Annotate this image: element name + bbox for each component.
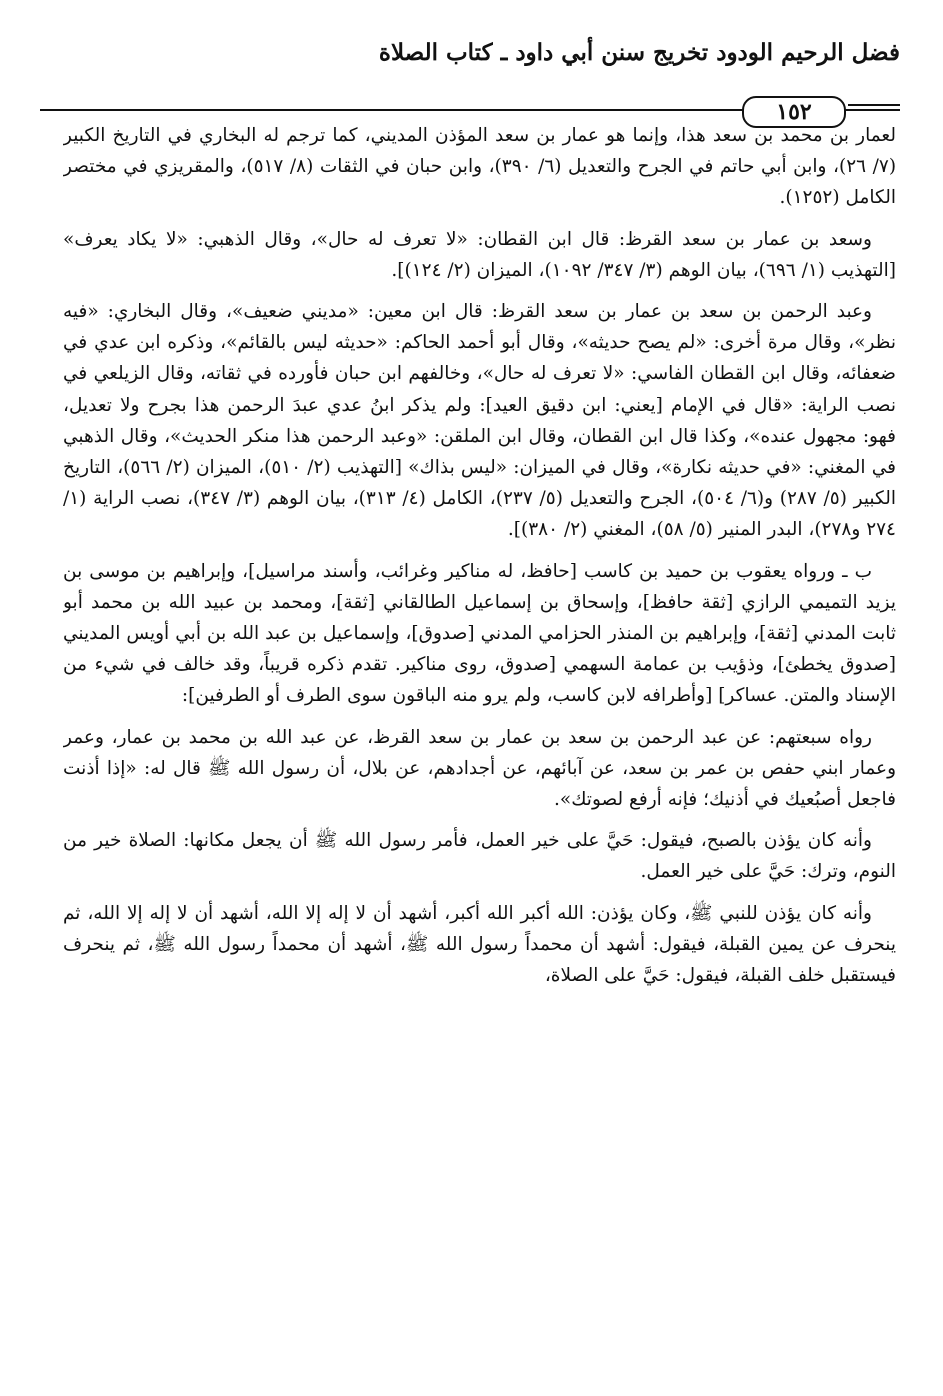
page-body (63, 120, 896, 1385)
paragraph: وعبد الرحمن بن سعد بن عمار بن سعد القرظ: قال ابن معين: «مديني ضعيف»، وقال البخاري: «فيه نظر»، وقال مرة أخرى: «لم يصح حديثه»، وقال أبو أحمد الحاكم: «حديثه ليس بالقائم»، وذكره ابن عدي في ضعفائه، وقال ابن القطان الفاسي: «لا تعرف له حال»، وخالفهم ابن حبان فأورده في ثقاته، وقال الزيلعي في نصب الراية: «قال في الإمام [يعني: ابن دقيق العيد]: ولم يذكر ابنُ عدي عبدَ الرحمن هذا بجرح ولا تعديل، فهو: مجهول عنده»، وكذا قال ابن القطان، وقال ابن الملقن: «وعبد الرحمن هذا منكر الحديث»، وقال الذهبي في المغني: «في حديثه نكارة»، وقال في الميزان: «ليس بذاك» [التهذيب (٢/ ٥١٠)، الميزان (٢/ ٥٦٦)، التاريخ الكبير (٥/ ٢٨٧) و(٦/ ٥٠٤)، الجرح والتعديل (٥/ ٢٣٧)، الكامل (٤/ ٣١٣)، بيان الوهم (٣/ ٣٤٧)، نصب الراية (١/ ٢٧٤ و٢٧٨)، البدر المنير (٥/ ٥٨)، المغني (٢/ ٣٨٠)]. (63, 301, 896, 541)
running-title: فضل الرحيم الودود تخريج سنن أبي داود ـ كتاب الصلاة (378, 39, 900, 66)
header-rule-double (848, 104, 900, 112)
page-header (40, 38, 900, 125)
paragraph: ب ـ ورواه يعقوب بن حميد بن كاسب [حافظ، له مناكير وغرائب، وأسند مراسيل]، وإبراهيم بن موسى بن يزيد التميمي الرازي [ثقة حافظ]، وإسحاق بن إسماعيل الطالقاني [ثقة]، ومحمد بن عبيد الله بن محمد أبو ثابت المدني [ثقة]، وإبراهيم بن المنذر الحزامي المدني [صدوق]، وإسماعيل بن عبد الله بن أبي أويس المديني [صدوق يخطئ]، وذؤيب بن عمامة السهمي [صدوق، روى مناكير. تقدم ذكره قريباً، وقد خالف في شيء من الإسناد والمتن. عساكر] [وأطرافه لابن كاسب، ولم يرو منه الباقون سوى الطرف أو الطرفين]: (63, 560, 896, 707)
paragraph: رواه سبعتهم: عن عبد الرحمن بن سعد بن عمار بن سعد القرظ، عن عبد الله بن محمد بن عمار، وعمر وعمار ابني حفص بن عمر بن سعد، عن آبائهم، عن أجدادهم، عن بلال، أن رسول الله ﷺ قال له: «إذا أذنت فاجعل أصبُعيك في أذنيك؛ فإنه أرفع لصوتك». (63, 726, 896, 811)
paragraph: وأنه كان يؤذن للنبي ﷺ، وكان يؤذن: الله أكبر الله أكبر، أشهد أن لا إله إلا الله، أشهد أن لا إله إلا الله، ثم ينحرف عن يمين القبلة، فيقول: أشهد أن محمداً رسول الله ﷺ، أشهد أن محمداً رسول الله ﷺ، ثم ينحرف فيستقبل خلف القبلة، فيقول: حَيَّ على الصلاة، (63, 902, 896, 987)
paragraph: لعمار بن محمد بن سعد هذا، وإنما هو عمار بن سعد المؤذن المديني، كما ترجم له البخاري في التاريخ الكبير (٧/ ٢٦)، وابن أبي حاتم في الجرح والتعديل (٦/ ٣٩٠)، وابن حبان في الثقات (٨/ ٥١٧)، والمقريزي في مختصر الكامل (١٢٥٢). (63, 125, 896, 209)
paragraph: وسعد بن عمار بن سعد القرظ: قال ابن القطان: «لا تعرف له حال»، وقال الذهبي: «لا يكاد يعرف» [التهذيب (١/ ٦٩٦)، بيان الوهم (٣/ ٣٤٧/ ١٠٩٢)، الميزان (٢/ ١٢٤)]. (63, 228, 896, 281)
paragraph: وأنه كان يؤذن بالصبح، فيقول: حَيَّ على خير العمل، فأمر رسول الله ﷺ أن يجعل مكانها: الصلاة خير من النوم، وترك: حَيَّ على خير العمل. (63, 830, 896, 883)
page-number: ١٥٢ (742, 96, 846, 128)
